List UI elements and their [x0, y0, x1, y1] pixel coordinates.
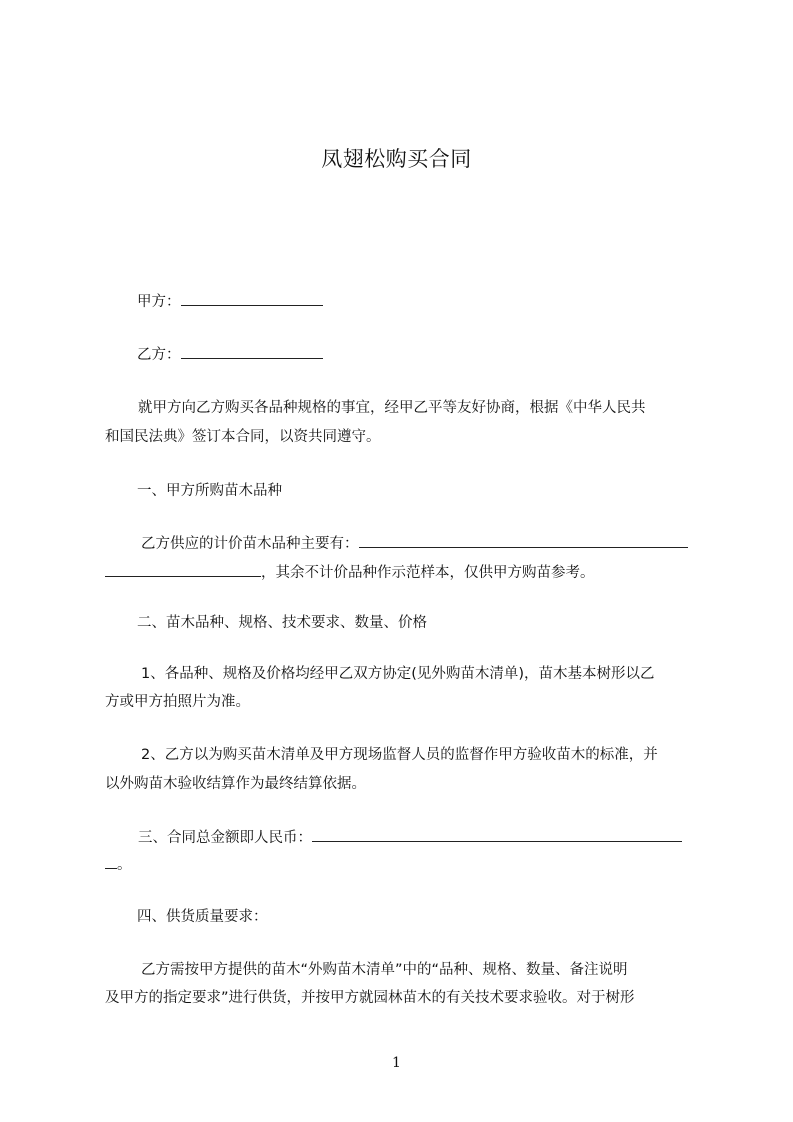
section1-heading: 一、甲方所购苗木品种	[137, 483, 282, 499]
section1-line-2	[105, 562, 595, 583]
section3-blank-2	[105, 854, 117, 869]
item2-line-1: 2、乙方以为购买苗木清单及甲方现场监督人员的监督作甲方验收苗木的标准，并	[141, 747, 658, 763]
section1-text: 乙方供应的计价苗木品种主要有：	[141, 536, 359, 552]
document-title: 凤翅松购买合同	[321, 147, 472, 171]
section2-heading: 二、苗木品种、规格、技术要求、数量、价格	[137, 615, 427, 631]
party-b-label: 乙方：	[137, 347, 181, 363]
section4-line-2: 及甲方的指定要求”进行供货，并按甲方就园林苗木的有关技术要求验收。对于树形	[105, 990, 635, 1006]
party-a-line	[137, 291, 323, 312]
section3-line-2	[105, 854, 132, 875]
item2-line-2: 以外购苗木验收结算作为最终结算依据。	[105, 776, 366, 792]
section1-blank-2	[105, 562, 261, 577]
item1-line-2: 方或甲方拍照片为准。	[105, 694, 250, 710]
section3-line-1	[138, 827, 682, 848]
party-b-line	[137, 344, 323, 365]
party-b-blank	[181, 344, 323, 359]
party-a-label: 甲方：	[137, 294, 181, 310]
section1-suffix: ，其余不计价品种作示范样本，仅供甲方购苗参考。	[261, 565, 595, 581]
intro-line-1: 就甲方向乙方购买各品种规格的事宜，经甲乙平等友好协商，根据《中华人民共	[138, 400, 646, 416]
section3-suffix: 。	[117, 857, 132, 873]
party-a-blank	[181, 291, 323, 306]
section3-text: 三、合同总金额即人民币：	[138, 830, 312, 846]
section1-line-1	[141, 533, 688, 554]
section3-blank-1	[312, 827, 682, 842]
section1-blank-1	[359, 533, 688, 548]
intro-line-2: 和国民法典》签订本合同，以资共同遵守。	[105, 429, 381, 445]
item1-line-1: 1、各品种、规格及价格均经甲乙双方协定(见外购苗木清单)，苗木基本树形以乙	[141, 666, 655, 682]
page-number: 1	[392, 1055, 401, 1071]
section4-heading: 四、供货质量要求：	[137, 909, 268, 925]
section4-line-1: 乙方需按甲方提供的苗木“外购苗木清单”中的“品种、规格、数量、备注说明	[141, 962, 628, 978]
